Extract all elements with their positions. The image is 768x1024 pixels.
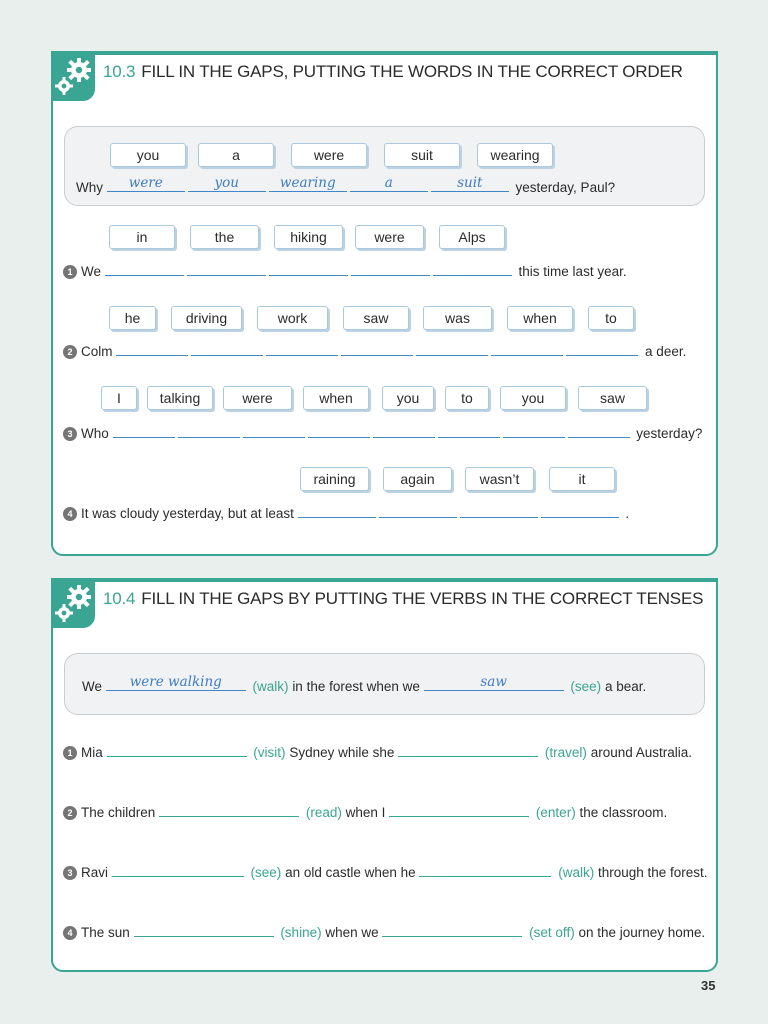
word-tile[interactable]: I [101,386,137,410]
answer-blank[interactable] [503,422,565,438]
verb-hint: (travel) [544,745,587,760]
word-tile[interactable]: he [109,306,156,330]
word-tile[interactable]: wasn’t [465,467,534,491]
question-line [63,801,667,820]
answer-blank[interactable] [541,502,619,518]
sentence-prefix: Why [76,180,103,195]
answer-blank[interactable] [491,340,563,356]
word-tile[interactable]: when [303,386,369,410]
answer-blank[interactable] [134,921,274,937]
word-tile[interactable]: a [198,143,274,167]
exercise-number: 10.4 [103,589,136,608]
handwritten-answer: saw [480,674,507,690]
sentence-text: Sydney while she [289,745,395,760]
answer-blank[interactable] [112,861,244,877]
word-tile[interactable]: driving [171,306,242,330]
word-tile[interactable]: the [190,225,259,249]
verb-hint: (shine) [280,925,322,940]
question-number: 1 [63,746,77,760]
sentence-prefix: Who [81,426,109,441]
question-line [63,340,686,359]
example-box [64,653,705,715]
question-number: 2 [63,345,77,359]
answer-blank[interactable] [243,422,305,438]
word-tile[interactable]: wearing [477,143,553,167]
word-tile[interactable]: you [500,386,566,410]
question-number: 1 [63,265,77,279]
word-tile[interactable]: hiking [274,225,343,249]
answer-blank[interactable] [438,422,500,438]
answer-blank [431,176,509,192]
answer-blank[interactable] [266,340,338,356]
sentence-text: around Australia. [590,745,693,760]
handwritten-answer: were walking [129,674,222,690]
answer-blank [269,176,347,192]
sentence-prefix: We [81,264,102,279]
verb-hint: (walk) [558,865,595,880]
word-tile[interactable]: it [549,467,615,491]
answer-blank[interactable] [379,502,457,518]
word-tile[interactable]: when [507,306,573,330]
sentence-prefix: The children [81,805,156,820]
handwritten-answer: wearing [279,175,336,191]
answer-blank[interactable] [382,921,522,937]
verb-hint: (see) [250,865,282,880]
word-tile[interactable]: was [423,306,492,330]
sentence-text: an old castle when he [285,865,416,880]
answer-blank[interactable] [107,741,247,757]
exercise-header [103,62,683,82]
sentence-prefix: Colm [81,344,113,359]
answer-blank[interactable] [187,260,266,276]
gears-icon [53,53,95,101]
sentence-text: in the forest when we [292,679,420,694]
sentence-prefix: We [82,679,103,694]
question-line [63,861,708,880]
word-tile[interactable]: were [355,225,424,249]
word-tile[interactable]: you [382,386,434,410]
exercise-header [103,589,703,609]
word-tile[interactable]: in [109,225,175,249]
verb-hint: (walk) [252,679,289,694]
word-tile[interactable]: saw [343,306,409,330]
sentence-prefix: Ravi [81,865,109,880]
exercise-number: 10.3 [103,62,136,81]
answer-blank[interactable] [460,502,538,518]
answer-blank[interactable] [269,260,348,276]
handwritten-answer: were [128,175,163,191]
question-number: 3 [63,427,77,441]
answer-blank[interactable] [191,340,263,356]
sentence-text: through the forest. [597,865,708,880]
question-number: 2 [63,806,77,820]
question-number: 4 [63,507,77,521]
sentence-suffix: yesterday, Paul? [515,180,616,195]
sentence-text: when I [345,805,386,820]
panel-top-rule [51,578,718,582]
example-box [64,126,705,206]
word-tile[interactable]: again [383,467,452,491]
question-line [63,422,702,441]
answer-blank [107,176,185,192]
word-tile[interactable]: to [445,386,489,410]
answer-blank [106,675,246,691]
exercise-10-4-panel [51,578,718,972]
answer-blank [188,176,266,192]
word-tile[interactable]: raining [300,467,369,491]
exercise-title: FILL IN THE GAPS BY PUTTING THE VERBS IN THE CORRECT TENSES [141,589,704,608]
answer-blank[interactable] [116,340,188,356]
sentence-suffix: yesterday? [636,426,703,441]
answer-blank [350,176,428,192]
verb-hint: (visit) [253,745,286,760]
panel-top-rule [51,51,718,55]
sentence-text: the classroom. [579,805,668,820]
sentence-prefix: It was cloudy yesterday, but at least [81,506,294,521]
answer-blank[interactable] [298,502,376,518]
answer-blank[interactable] [416,340,488,356]
word-tile[interactable]: saw [578,386,647,410]
answer-blank[interactable] [341,340,413,356]
answer-blank[interactable] [389,801,529,817]
gears-icon [53,580,95,628]
sentence-prefix: Mia [81,745,103,760]
answer-blank[interactable] [433,260,512,276]
question-line [63,741,692,760]
question-number: 3 [63,866,77,880]
example-sentence [76,176,615,195]
answer-blank[interactable] [113,422,175,438]
sentence-suffix: this time last year. [518,264,627,279]
answer-blank[interactable] [178,422,240,438]
sentence-text: a bear. [604,679,647,694]
answer-blank[interactable] [566,340,638,356]
verb-hint: (see) [570,679,602,694]
sentence-suffix: a deer. [645,344,687,359]
page-number: 35 [701,978,716,993]
word-tile[interactable]: were [291,143,367,167]
answer-blank [424,675,564,691]
sentence-prefix: The sun [81,925,130,940]
question-number: 4 [63,926,77,940]
question-line [63,921,705,940]
word-tile[interactable]: suit [384,143,460,167]
answer-blank[interactable] [351,260,430,276]
verb-hint: (read) [305,805,342,820]
sentence-text: on the journey home. [578,925,706,940]
answer-blank[interactable] [105,260,184,276]
answer-blank[interactable] [398,741,538,757]
word-tile[interactable]: to [588,306,634,330]
handwritten-answer: a [384,175,393,191]
exercise-10-3-panel [51,51,718,556]
example-sentence [82,675,646,694]
exercise-title: FILL IN THE GAPS, PUTTING THE WORDS IN THE CORRECT ORDER [141,62,683,81]
answer-blank[interactable] [373,422,435,438]
sentence-suffix: . [625,506,630,521]
sentence-text: when we [325,925,379,940]
answer-blank[interactable] [419,861,551,877]
answer-blank[interactable] [568,422,630,438]
answer-blank[interactable] [159,801,299,817]
word-tile[interactable]: talking [147,386,213,410]
word-tile[interactable]: Alps [439,225,505,249]
answer-blank[interactable] [308,422,370,438]
word-tile[interactable]: work [257,306,328,330]
handwritten-answer: suit [457,175,483,191]
word-tile[interactable]: were [223,386,292,410]
question-line [63,502,629,521]
verb-hint: (set off) [529,925,575,940]
handwritten-answer: you [214,175,239,191]
question-line [63,260,627,279]
verb-hint: (enter) [535,805,576,820]
word-tile[interactable]: you [110,143,186,167]
